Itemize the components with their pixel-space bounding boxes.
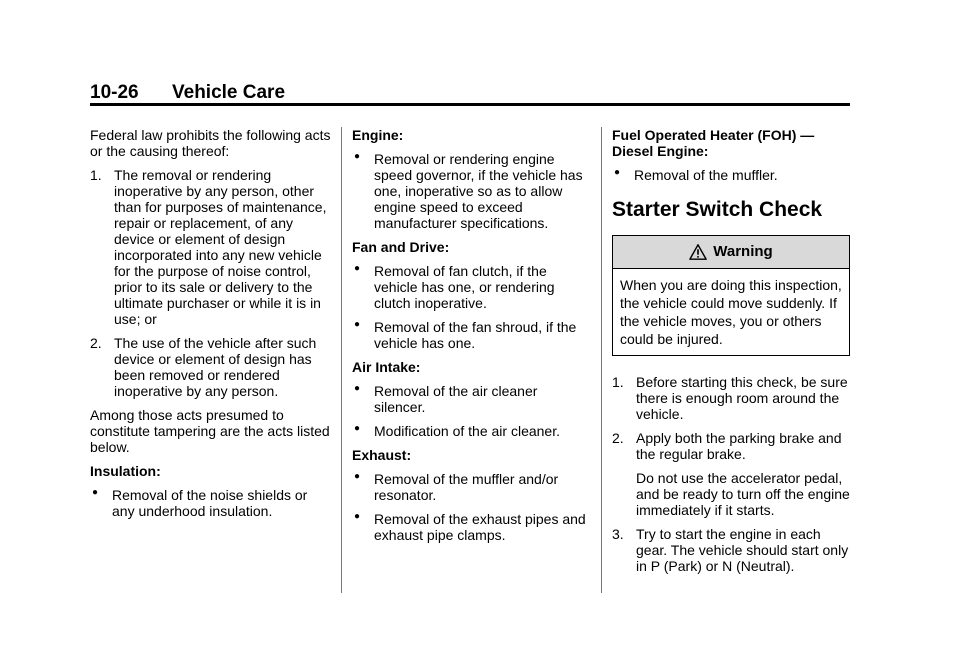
engine-heading: Engine: (352, 127, 404, 143)
step-text: Before starting this check, be sure there is enough room around the vehicle. (636, 374, 848, 422)
numbered-step (612, 430, 852, 462)
bullet-text: Removal of the air cleaner silencer. (374, 383, 538, 415)
bullet-item (352, 471, 590, 503)
step-number: 1. (612, 374, 624, 390)
warning-text: When you are doing this inspection, the vehicle could move suddenly. If the vehicle moves, you or others could be injured. (620, 277, 842, 347)
bullet-icon: ● (354, 423, 361, 434)
section-title: Vehicle Care (172, 82, 286, 103)
column-3 (612, 127, 852, 582)
bullet-item (352, 383, 590, 415)
exhaust-heading: Exhaust: (352, 447, 412, 463)
numbered-step (612, 526, 852, 574)
bullet-text: Removal of fan clutch, if the vehicle has one, or rendering clutch inoperative. (374, 263, 555, 311)
bullet-item (612, 167, 852, 183)
step-number: 2. (612, 430, 624, 446)
column-2 (352, 127, 590, 551)
bullet-item (352, 263, 590, 311)
column-1 (90, 127, 332, 527)
bullet-icon: ● (354, 511, 361, 522)
column-divider (341, 127, 342, 593)
step-text: Try to start the engine in each gear. The vehicle should start only in P (Park) or N (Neutral). (636, 526, 849, 574)
item-text: The use of the vehicle after such device or element of design has been removed or rendered inoperative by any person. (114, 335, 317, 399)
step-text: Apply both the parking brake and the regular brake. (636, 430, 842, 462)
bullet-item (352, 511, 590, 543)
item-text: The removal or rendering inoperative by any person, other than for purposes of maintenance, repair or replacement, of any device or element of design incorporated into any new vehicle for the purpose of noise control, prior to its sale or delivery to the ultimate purchaser or while it is in use; or (114, 167, 327, 327)
bullet-text: Removal of the exhaust pipes and exhaust pipe clamps. (374, 511, 586, 543)
bullet-icon: ● (354, 263, 361, 274)
column-divider (601, 127, 602, 593)
item-number: 1. (90, 167, 102, 183)
step-note: Do not use the accelerator pedal, and be ready to turn off the engine immediately if it starts. (636, 470, 850, 518)
bullet-text: Removal of the muffler and/or resonator. (374, 471, 559, 503)
bullet-icon: ● (614, 167, 621, 178)
header-rule (90, 103, 850, 106)
bullet-item (90, 487, 332, 519)
warning-title: Warning (713, 243, 773, 260)
bullet-text: Removal of the fan shroud, if the vehicle has one. (374, 319, 577, 351)
bullet-item (352, 151, 590, 231)
bullet-text: Modification of the air cleaner. (374, 423, 560, 439)
bullet-icon: ● (92, 487, 99, 498)
air-intake-heading: Air Intake: (352, 359, 421, 375)
bullet-item (352, 423, 590, 439)
bullet-text: Removal or rendering engine speed governor, if the vehicle has one, inoperative so as to allow engine speed to exceed manufacturer specifications. (374, 151, 583, 231)
bullet-text: Removal of the muffler. (634, 167, 778, 183)
insulation-heading: Insulation: (90, 463, 161, 479)
warning-box (612, 235, 850, 356)
intro-paragraph: Federal law prohibits the following acts or the causing thereof: (90, 127, 331, 159)
numbered-item (90, 167, 332, 327)
bullet-icon: ● (354, 319, 361, 330)
bullet-icon: ● (354, 151, 361, 162)
bullet-icon: ● (354, 383, 361, 394)
bullet-text: Removal of the noise shields or any underhood insulation. (112, 487, 308, 519)
foh-heading: Fuel Operated Heater (FOH) — Diesel Engine: (612, 127, 815, 159)
bullet-icon: ● (354, 471, 361, 482)
step-number: 3. (612, 526, 624, 542)
item-number: 2. (90, 335, 102, 351)
warning-header (613, 236, 849, 269)
among-paragraph: Among those acts presumed to constitute tampering are the acts listed below. (90, 407, 330, 455)
numbered-step (612, 374, 852, 422)
fan-heading: Fan and Drive: (352, 239, 450, 255)
page-number: 10-26 (90, 82, 139, 103)
starter-switch-heading: Starter Switch Check (612, 198, 823, 221)
warning-triangle-icon (689, 243, 707, 261)
numbered-item (90, 335, 332, 399)
bullet-item (352, 319, 590, 351)
